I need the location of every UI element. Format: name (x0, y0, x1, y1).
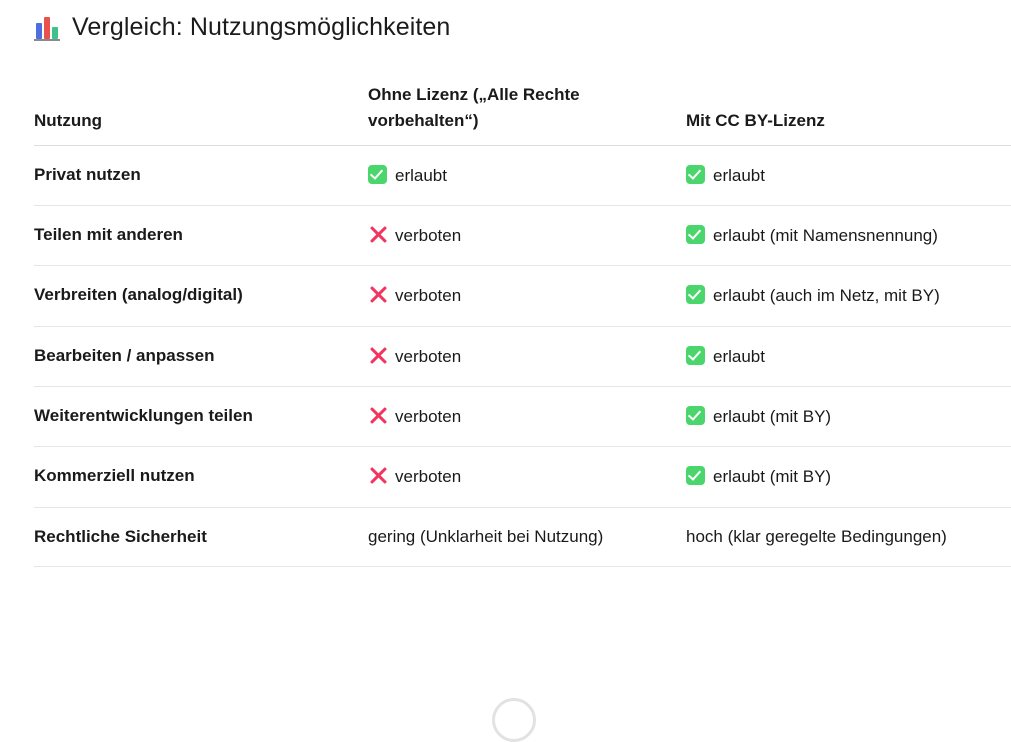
cell-no-license: gering (Unklarheit bei Nutzung) (368, 507, 686, 566)
row-label: Teilen mit anderen (34, 206, 368, 266)
cell-text: erlaubt (mit BY) (713, 467, 832, 487)
cell-cc-by (686, 206, 1011, 266)
bar-chart-icon (34, 15, 60, 41)
cross-icon (368, 346, 387, 365)
page-title-row (34, 0, 999, 50)
cell-no-license (368, 266, 686, 326)
cell-no-license (368, 447, 686, 507)
cell-text: verboten (395, 226, 462, 246)
comparison-table (34, 66, 1011, 567)
page-title: Vergleich: Nutzungsmöglichkeiten (72, 13, 451, 42)
check-icon (686, 165, 705, 184)
column-header-cc-by: Mit CC BY-Lizenz (686, 66, 1011, 145)
column-header-use: Nutzung (34, 66, 368, 145)
cell-text: erlaubt (713, 346, 765, 366)
row-label: Kommerziell nutzen (34, 447, 368, 507)
check-icon (686, 466, 705, 485)
loading-spinner-icon (492, 698, 536, 742)
row-label: Rechtliche Sicherheit (34, 507, 368, 566)
cell-no-license (368, 326, 686, 386)
cell-text: verboten (395, 346, 462, 366)
cell-text: verboten (395, 286, 462, 306)
row-label: Weiterentwicklungen teilen (34, 387, 368, 447)
cell-text: erlaubt (mit Namensnennung) (713, 226, 938, 246)
cell-text: verboten (395, 467, 462, 487)
check-icon (686, 346, 705, 365)
table-row (34, 145, 1011, 205)
row-label: Privat nutzen (34, 145, 368, 205)
cross-icon (368, 466, 387, 485)
row-label: Verbreiten (analog/digital) (34, 266, 368, 326)
table-header-row (34, 66, 1011, 145)
cross-icon (368, 285, 387, 304)
cell-text: erlaubt (auch im Netz, mit BY) (713, 286, 940, 306)
cell-cc-by (686, 266, 1011, 326)
table-row (34, 206, 1011, 266)
check-icon (686, 406, 705, 425)
column-header-no-license: Ohne Lizenz („Alle Rechte vorbehalten“) (368, 66, 686, 145)
cell-cc-by: hoch (klar geregelte Bedingungen) (686, 507, 1011, 566)
cell-text: erlaubt (713, 165, 765, 185)
cell-no-license (368, 206, 686, 266)
table-row (34, 326, 1011, 386)
check-icon (368, 165, 387, 184)
row-label: Bearbeiten / anpassen (34, 326, 368, 386)
check-icon (686, 285, 705, 304)
check-icon (686, 225, 705, 244)
table-row (34, 507, 1011, 566)
cell-text: verboten (395, 407, 462, 427)
cell-cc-by (686, 387, 1011, 447)
cell-cc-by (686, 326, 1011, 386)
cell-no-license (368, 387, 686, 447)
table-row (34, 447, 1011, 507)
table-row (34, 387, 1011, 447)
cross-icon (368, 406, 387, 425)
cell-text: erlaubt (395, 165, 447, 185)
cell-cc-by (686, 447, 1011, 507)
table-row (34, 266, 1011, 326)
cell-text: erlaubt (mit BY) (713, 407, 832, 427)
cell-no-license (368, 145, 686, 205)
cross-icon (368, 225, 387, 244)
cell-cc-by (686, 145, 1011, 205)
